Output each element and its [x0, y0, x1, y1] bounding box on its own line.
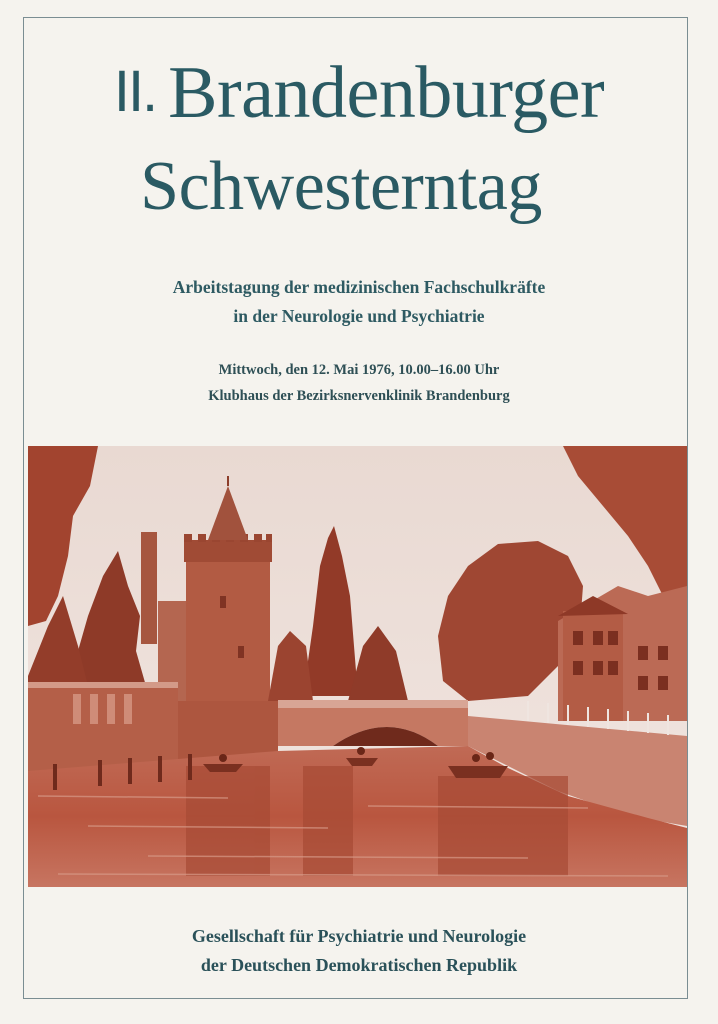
- organizer-line-2: der Deutschen Demokratischen Republik: [200, 955, 518, 975]
- subtitle-line-1: Arbeitstagung der medizinischen Fachschulkräfte: [172, 277, 546, 297]
- title-word-1: Brandenburger: [168, 52, 605, 134]
- subtitle-line-2: in der Neurologie und Psychiatrie: [233, 306, 485, 326]
- photo-tower-bridge: [28, 446, 687, 887]
- title-line-1: [0, 50, 718, 135]
- organizer-line-1: Gesellschaft für Psychiatrie und Neurologie: [191, 926, 527, 946]
- title-numeral: II.: [113, 59, 157, 124]
- date-time: Mittwoch, den 12. Mai 1976, 10.00–16.00 Uhr: [218, 362, 500, 378]
- title-line-2: Schwesterntag: [140, 148, 542, 225]
- venue: Klubhaus der Bezirksnervenklinik Brandenburg: [208, 388, 510, 404]
